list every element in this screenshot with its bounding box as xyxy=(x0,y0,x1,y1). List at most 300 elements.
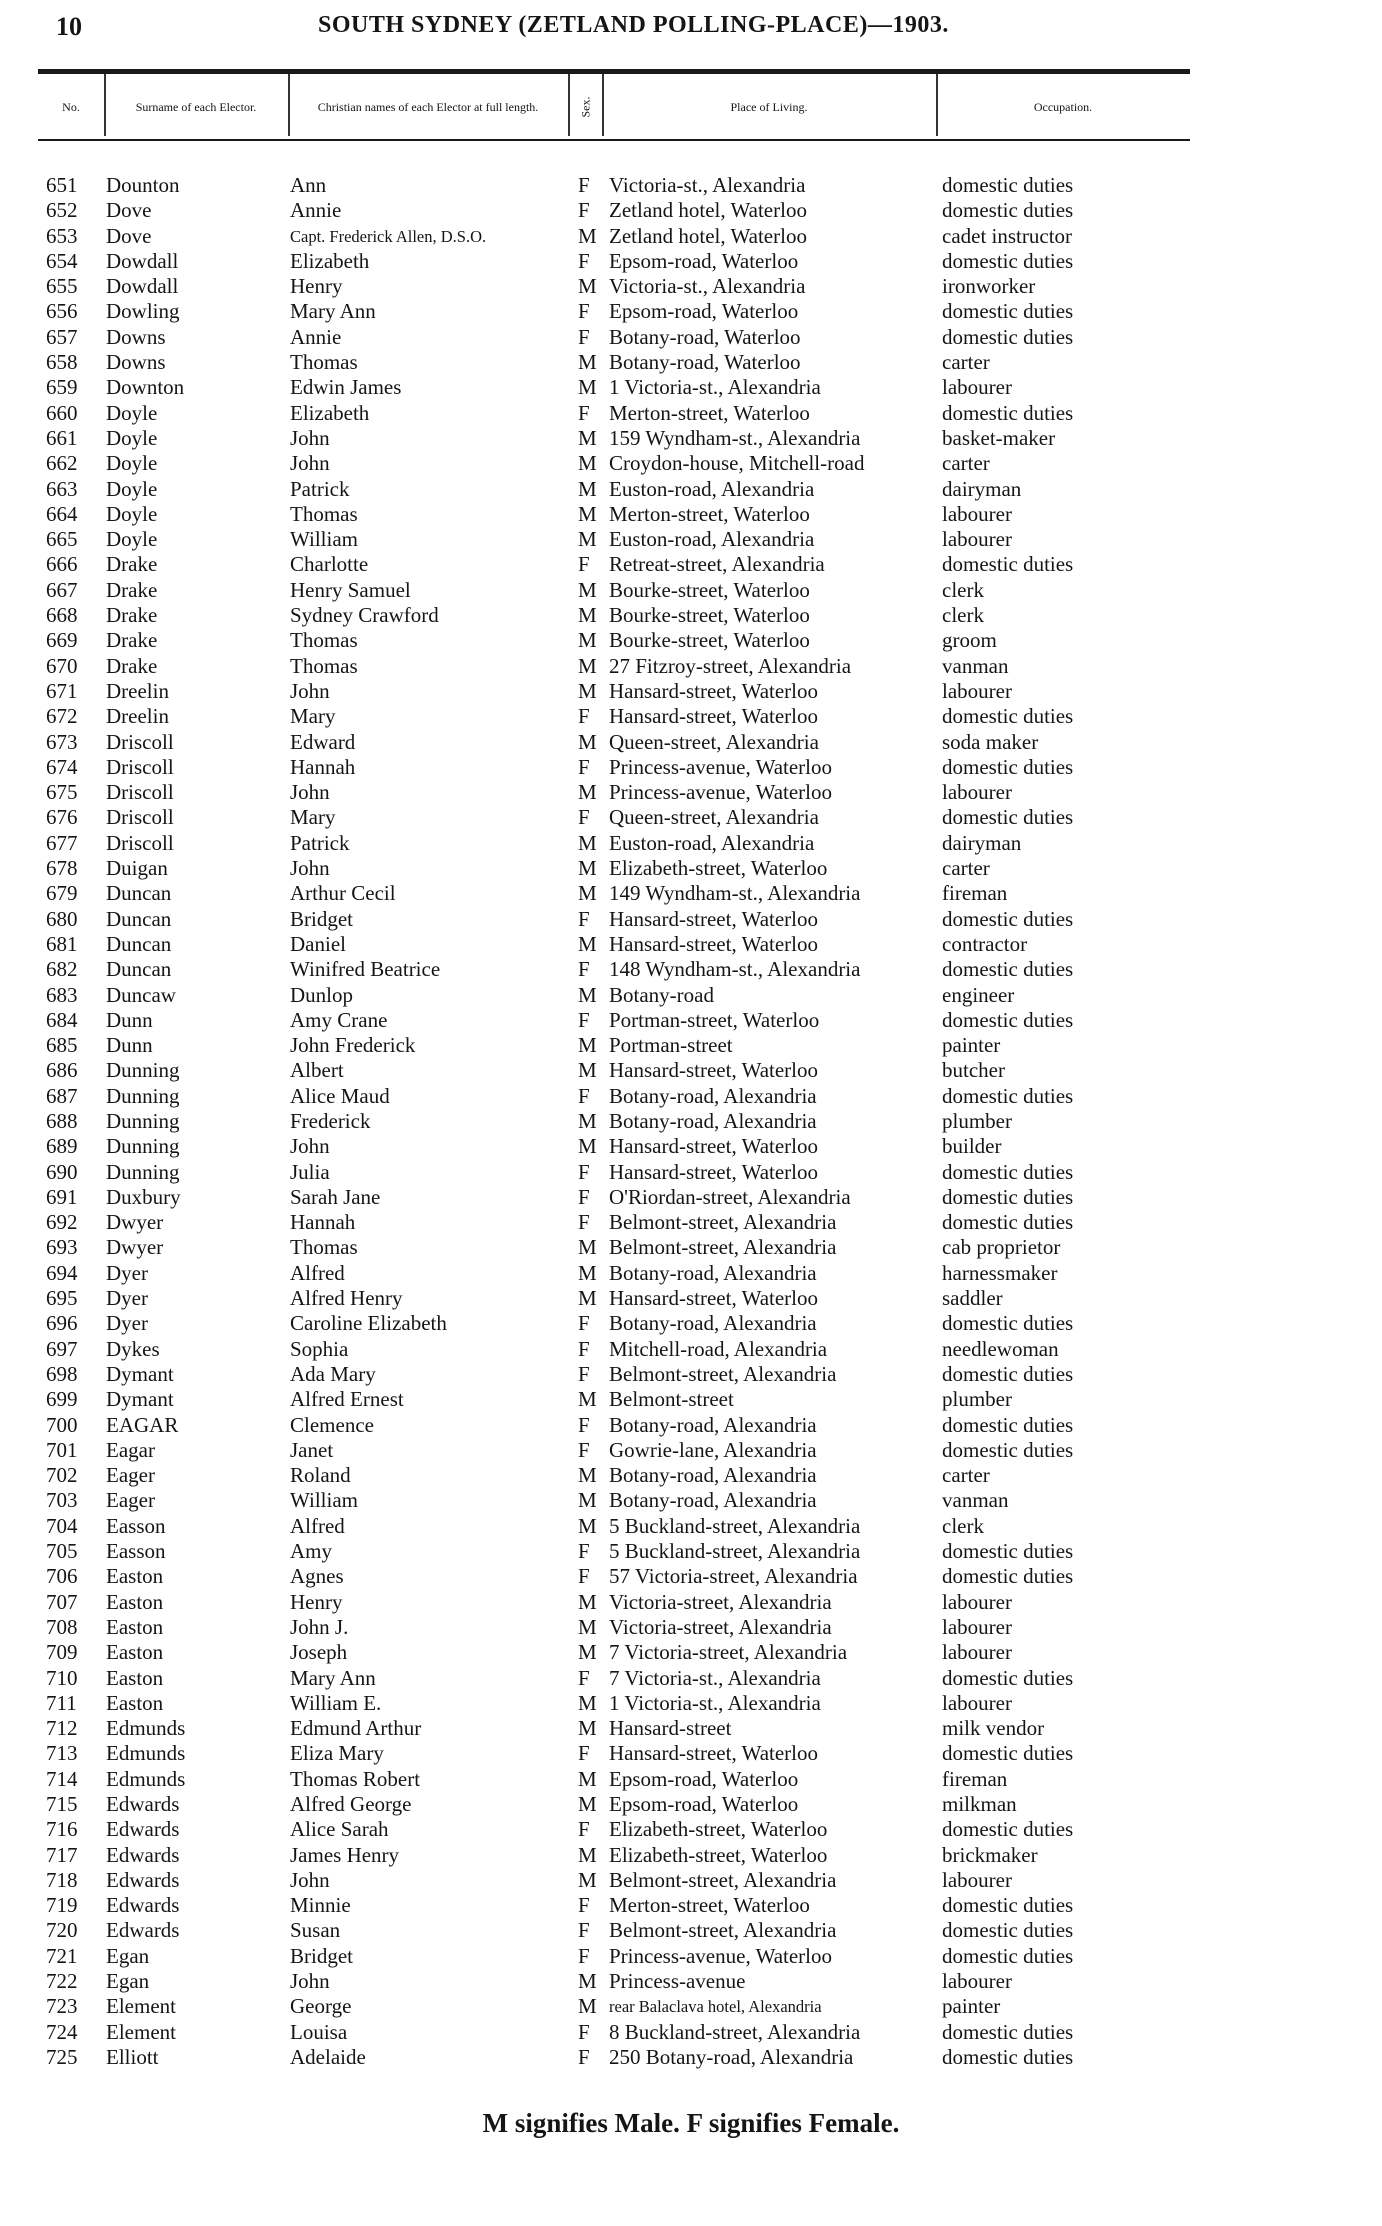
table-row xyxy=(0,1666,1382,1691)
elector-sex: M xyxy=(578,856,597,881)
elector-surname: Dreelin xyxy=(106,678,169,703)
table-row xyxy=(0,730,1382,755)
elector-surname: Egan xyxy=(106,1943,150,1968)
elector-place-of-living: O'Riordan-street, Alexandria xyxy=(609,1184,851,1209)
elector-number: 716 xyxy=(46,1817,78,1842)
table-row xyxy=(0,1488,1382,1513)
elector-place-of-living: Epsom-road, Waterloo xyxy=(609,1766,799,1791)
elector-surname: Driscoll xyxy=(106,754,174,779)
elector-number: 677 xyxy=(46,830,78,855)
elector-surname: Drake xyxy=(106,628,158,653)
elector-occupation: soda maker xyxy=(942,729,1039,754)
elector-christian-names: George xyxy=(290,1994,352,2019)
table-row xyxy=(0,325,1382,350)
elector-surname: Dyer xyxy=(106,1260,148,1285)
elector-place-of-living: Gowrie-lane, Alexandria xyxy=(609,1437,817,1462)
elector-christian-names: Louisa xyxy=(290,2019,348,2044)
elector-surname: Dove xyxy=(106,223,152,248)
elector-christian-names: Amy xyxy=(290,1539,332,1564)
elector-surname: Easton xyxy=(106,1589,164,1614)
elector-christian-names: Elizabeth xyxy=(290,400,370,425)
elector-number: 719 xyxy=(46,1893,78,1918)
elector-number: 712 xyxy=(46,1716,78,1741)
elector-christian-names: Elizabeth xyxy=(290,248,370,273)
elector-christian-names: Minnie xyxy=(290,1893,351,1918)
table-row xyxy=(0,856,1382,881)
elector-occupation: vanman xyxy=(942,1488,1009,1513)
elector-surname: Doyle xyxy=(106,451,158,476)
elector-surname: Dunning xyxy=(106,1108,180,1133)
elector-christian-names: John xyxy=(290,678,330,703)
table-row xyxy=(0,1514,1382,1539)
elector-christian-names: Sarah Jane xyxy=(290,1184,381,1209)
elector-number: 698 xyxy=(46,1361,78,1386)
elector-surname: Dwyer xyxy=(106,1235,164,1260)
elector-christian-names: Arthur Cecil xyxy=(290,881,396,906)
elector-christian-names: Charlotte xyxy=(290,552,369,577)
elector-surname: Duigan xyxy=(106,856,168,881)
elector-occupation: domestic duties xyxy=(942,552,1074,577)
elector-occupation: ironworker xyxy=(942,274,1036,299)
elector-christian-names: Edwin James xyxy=(290,375,402,400)
page-number: 10 xyxy=(56,12,82,41)
elector-place-of-living: rear Balaclava hotel, Alexandria xyxy=(609,1997,822,2017)
elector-number: 676 xyxy=(46,805,78,830)
elector-occupation: plumber xyxy=(942,1387,1012,1412)
elector-surname: Element xyxy=(106,2019,176,2044)
elector-christian-names: John J. xyxy=(290,1614,349,1639)
elector-place-of-living: Princess-avenue xyxy=(609,1969,746,1994)
elector-sex: M xyxy=(578,223,597,248)
elector-occupation: milk vendor xyxy=(942,1716,1045,1741)
elector-sex: M xyxy=(578,603,597,628)
elector-sex: M xyxy=(578,1716,597,1741)
elector-surname: Drake xyxy=(106,603,158,628)
elector-place-of-living: 250 Botany-road, Alexandria xyxy=(609,2044,854,2069)
elector-place-of-living: Victoria-street, Alexandria xyxy=(609,1589,832,1614)
column-header-no: No. xyxy=(62,99,80,114)
elector-sex: F xyxy=(578,299,590,324)
elector-occupation: carter xyxy=(942,350,990,375)
elector-sex: M xyxy=(578,628,597,653)
elector-surname: Edmunds xyxy=(106,1741,186,1766)
elector-occupation: domestic duties xyxy=(942,2044,1074,2069)
elector-number: 717 xyxy=(46,1842,78,1867)
elector-occupation: painter xyxy=(942,1033,1001,1058)
elector-surname: Downton xyxy=(106,375,185,400)
elector-number: 703 xyxy=(46,1488,78,1513)
elector-sex: F xyxy=(578,1437,590,1462)
elector-sex: F xyxy=(578,1007,590,1032)
table-row xyxy=(0,1767,1382,1792)
elector-christian-names: Capt. Frederick Allen, D.S.O. xyxy=(290,226,487,246)
elector-place-of-living: Zetland hotel, Waterloo xyxy=(609,223,807,248)
elector-christian-names: Hannah xyxy=(290,754,356,779)
elector-place-of-living: Bourke-street, Waterloo xyxy=(609,628,810,653)
table-row xyxy=(0,1817,1382,1842)
elector-place-of-living: 7 Victoria-street, Alexandria xyxy=(609,1640,848,1665)
elector-surname: Duncan xyxy=(106,906,172,931)
elector-occupation: fireman xyxy=(942,1766,1008,1791)
elector-number: 715 xyxy=(46,1792,78,1816)
elector-sex: F xyxy=(578,1361,590,1386)
elector-occupation: domestic duties xyxy=(942,1083,1074,1108)
elector-christian-names: Henry Samuel xyxy=(290,577,411,602)
elector-place-of-living: Belmont-street, Alexandria xyxy=(609,1361,837,1386)
elector-place-of-living: Euston-road, Alexandria xyxy=(609,830,815,855)
elector-number: 721 xyxy=(46,1943,78,1968)
elector-surname: Dykes xyxy=(106,1336,160,1361)
elector-place-of-living: 27 Fitzroy-street, Alexandria xyxy=(609,653,852,678)
elector-sex: M xyxy=(578,1513,597,1538)
elector-sex: M xyxy=(578,1058,597,1083)
elector-surname: Egan xyxy=(106,1969,150,1994)
elector-occupation: needlewoman xyxy=(942,1336,1059,1361)
elector-list xyxy=(0,173,1382,2070)
table-row xyxy=(0,578,1382,603)
elector-place-of-living: Princess-avenue, Waterloo xyxy=(609,754,833,779)
elector-occupation: domestic duties xyxy=(942,1311,1074,1336)
elector-place-of-living: 149 Wyndham-st., Alexandria xyxy=(609,881,861,906)
elector-christian-names: Eliza Mary xyxy=(290,1741,384,1766)
elector-number: 708 xyxy=(46,1614,78,1639)
table-row xyxy=(0,173,1382,198)
table-row xyxy=(0,1311,1382,1336)
column-header-sex xyxy=(570,74,600,139)
elector-christian-names: Amy Crane xyxy=(290,1007,388,1032)
elector-occupation: carter xyxy=(942,856,990,881)
table-row xyxy=(0,1716,1382,1741)
elector-occupation: labourer xyxy=(942,501,1012,526)
elector-number: 672 xyxy=(46,704,78,729)
elector-occupation: domestic duties xyxy=(942,1007,1074,1032)
elector-occupation: milkman xyxy=(942,1792,1017,1816)
elector-surname: Dwyer xyxy=(106,1210,164,1235)
table-row xyxy=(0,1286,1382,1311)
elector-christian-names: Janet xyxy=(290,1437,334,1462)
elector-place-of-living: Elizabeth-street, Waterloo xyxy=(609,856,828,881)
table-row xyxy=(0,1564,1382,1589)
elector-occupation: groom xyxy=(942,628,997,653)
elector-number: 660 xyxy=(46,400,78,425)
table-row xyxy=(0,1109,1382,1134)
elector-surname: Dunn xyxy=(106,1007,153,1032)
elector-number: 706 xyxy=(46,1564,78,1589)
elector-surname: Dyer xyxy=(106,1286,148,1311)
elector-number: 682 xyxy=(46,957,78,982)
elector-christian-names: John xyxy=(290,1867,330,1892)
elector-place-of-living: Victoria-st., Alexandria xyxy=(609,173,806,197)
elector-number: 681 xyxy=(46,931,78,956)
elector-sex: F xyxy=(578,1918,590,1943)
elector-christian-names: John xyxy=(290,780,330,805)
elector-number: 704 xyxy=(46,1513,78,1538)
elector-occupation: labourer xyxy=(942,527,1012,552)
elector-number: 705 xyxy=(46,1539,78,1564)
table-row xyxy=(0,527,1382,552)
elector-occupation: domestic duties xyxy=(942,248,1074,273)
elector-christian-names: Mary Ann xyxy=(290,1665,376,1690)
table-row xyxy=(0,603,1382,628)
elector-christian-names: Mary xyxy=(290,805,336,830)
elector-surname: Easton xyxy=(106,1690,164,1715)
elector-place-of-living: Botany-road, Alexandria xyxy=(609,1311,817,1336)
elector-surname: Drake xyxy=(106,653,158,678)
elector-number: 665 xyxy=(46,527,78,552)
elector-sex: M xyxy=(578,1033,597,1058)
elector-number: 699 xyxy=(46,1387,78,1412)
elector-occupation: painter xyxy=(942,1994,1001,2019)
table-row xyxy=(0,224,1382,249)
elector-christian-names: John xyxy=(290,1969,330,1994)
elector-number: 696 xyxy=(46,1311,78,1336)
table-row xyxy=(0,654,1382,679)
elector-surname: Edmunds xyxy=(106,1716,186,1741)
elector-sex: M xyxy=(578,375,597,400)
elector-place-of-living: Botany-road, Waterloo xyxy=(609,324,801,349)
elector-christian-names: Thomas xyxy=(290,350,358,375)
elector-occupation: domestic duties xyxy=(942,957,1074,982)
elector-surname: Dowling xyxy=(106,299,180,324)
elector-surname: Eagar xyxy=(106,1437,155,1462)
elector-surname: Edwards xyxy=(106,1867,180,1892)
elector-surname: Driscoll xyxy=(106,830,174,855)
elector-surname: Edwards xyxy=(106,1792,180,1816)
elector-christian-names: Roland xyxy=(290,1463,351,1488)
elector-place-of-living: Princess-avenue, Waterloo xyxy=(609,780,833,805)
elector-surname: Edwards xyxy=(106,1918,180,1943)
elector-surname: Dyer xyxy=(106,1311,148,1336)
elector-occupation: domestic duties xyxy=(942,704,1074,729)
elector-number: 720 xyxy=(46,1918,78,1943)
elector-christian-names: Winifred Beatrice xyxy=(290,957,441,982)
elector-sex: M xyxy=(578,1463,597,1488)
elector-surname: Easton xyxy=(106,1665,164,1690)
elector-surname: Drake xyxy=(106,552,158,577)
table-row xyxy=(0,375,1382,400)
elector-christian-names: Bridget xyxy=(290,1943,353,1968)
elector-occupation: dairyman xyxy=(942,476,1022,501)
table-row xyxy=(0,401,1382,426)
elector-sex: M xyxy=(578,1589,597,1614)
elector-sex: M xyxy=(578,1690,597,1715)
elector-christian-names: Clemence xyxy=(290,1412,374,1437)
elector-christian-names: John xyxy=(290,856,330,881)
elector-place-of-living: Hansard-street, Waterloo xyxy=(609,906,819,931)
sex-legend: M signifies Male. F signifies Female. xyxy=(482,2108,900,2138)
elector-sex: F xyxy=(578,198,590,223)
elector-number: 666 xyxy=(46,552,78,577)
elector-sex: F xyxy=(578,704,590,729)
elector-occupation: labourer xyxy=(942,1640,1012,1665)
elector-place-of-living: Epsom-road, Waterloo xyxy=(609,299,799,324)
elector-surname: Duncaw xyxy=(106,982,176,1007)
elector-christian-names: John xyxy=(290,1134,330,1159)
elector-surname: Duncan xyxy=(106,957,172,982)
elector-number: 670 xyxy=(46,653,78,678)
elector-surname: Dunning xyxy=(106,1159,180,1184)
elector-occupation: domestic duties xyxy=(942,754,1074,779)
elector-sex: F xyxy=(578,1741,590,1766)
elector-number: 683 xyxy=(46,982,78,1007)
table-row xyxy=(0,2020,1382,2045)
elector-place-of-living: Princess-avenue, Waterloo xyxy=(609,1943,833,1968)
elector-number: 725 xyxy=(46,2044,78,2069)
elector-number: 669 xyxy=(46,628,78,653)
elector-sex: F xyxy=(578,1311,590,1336)
elector-place-of-living: Botany-road, Alexandria xyxy=(609,1108,817,1133)
column-header-place-of-living: Place of Living. xyxy=(730,99,808,114)
table-row xyxy=(0,1539,1382,1564)
elector-occupation: butcher xyxy=(942,1058,1005,1083)
elector-number: 724 xyxy=(46,2019,78,2044)
elector-sex: M xyxy=(578,1994,597,2019)
elector-occupation: harnessmaker xyxy=(942,1260,1058,1285)
elector-surname: Doyle xyxy=(106,501,158,526)
elector-sex: M xyxy=(578,577,597,602)
elector-place-of-living: 5 Buckland-street, Alexandria xyxy=(609,1539,861,1564)
elector-christian-names: Patrick xyxy=(290,476,350,501)
elector-occupation: labourer xyxy=(942,780,1012,805)
elector-occupation: domestic duties xyxy=(942,400,1074,425)
elector-place-of-living: Hansard-street, Waterloo xyxy=(609,1159,819,1184)
elector-occupation: contractor xyxy=(942,931,1028,956)
elector-occupation: basket-maker xyxy=(942,425,1056,450)
elector-occupation: labourer xyxy=(942,1589,1012,1614)
elector-christian-names: Alfred xyxy=(290,1260,345,1285)
elector-surname: Element xyxy=(106,1994,176,2019)
elector-place-of-living: Hansard-street xyxy=(609,1716,732,1741)
table-row xyxy=(0,1868,1382,1893)
elector-sex: F xyxy=(578,400,590,425)
elector-surname: Doyle xyxy=(106,476,158,501)
elector-occupation: domestic duties xyxy=(942,1893,1074,1918)
elector-christian-names: William xyxy=(290,1488,358,1513)
elector-sex: M xyxy=(578,1969,597,1994)
table-row xyxy=(0,907,1382,932)
elector-christian-names: John xyxy=(290,425,330,450)
elector-christian-names: Thomas xyxy=(290,1235,358,1260)
table-row xyxy=(0,1337,1382,1362)
elector-place-of-living: Croydon-house, Mitchell-road xyxy=(609,451,865,476)
elector-surname: Driscoll xyxy=(106,729,174,754)
table-row xyxy=(0,831,1382,856)
elector-place-of-living: 7 Victoria-st., Alexandria xyxy=(609,1665,821,1690)
elector-sex: F xyxy=(578,1184,590,1209)
elector-place-of-living: Bourke-street, Waterloo xyxy=(609,577,810,602)
elector-sex: F xyxy=(578,1210,590,1235)
table-row xyxy=(0,1843,1382,1868)
elector-surname: Duxbury xyxy=(106,1184,181,1209)
elector-sex: F xyxy=(578,1336,590,1361)
elector-christian-names: Albert xyxy=(290,1058,344,1083)
elector-number: 701 xyxy=(46,1437,78,1462)
elector-christian-names: Patrick xyxy=(290,830,350,855)
elector-occupation: domestic duties xyxy=(942,299,1074,324)
elector-christian-names: Henry xyxy=(290,1589,343,1614)
elector-place-of-living: Botany-road, Alexandria xyxy=(609,1488,817,1513)
table-row xyxy=(0,881,1382,906)
elector-occupation: domestic duties xyxy=(942,805,1074,830)
elector-christian-names: Alfred xyxy=(290,1513,345,1538)
table-row xyxy=(0,1185,1382,1210)
elector-occupation: cadet instructor xyxy=(942,223,1073,248)
elector-number: 653 xyxy=(46,223,78,248)
elector-number: 661 xyxy=(46,425,78,450)
elector-place-of-living: Euston-road, Alexandria xyxy=(609,527,815,552)
elector-number: 667 xyxy=(46,577,78,602)
table-row xyxy=(0,1792,1382,1817)
elector-sex: M xyxy=(578,1640,597,1665)
elector-place-of-living: Belmont-street, Alexandria xyxy=(609,1235,837,1260)
elector-surname: Dunn xyxy=(106,1033,153,1058)
elector-place-of-living: Mitchell-road, Alexandria xyxy=(609,1336,828,1361)
elector-sex: F xyxy=(578,1817,590,1842)
elector-surname: Edwards xyxy=(106,1817,180,1842)
elector-christian-names: John Frederick xyxy=(290,1033,416,1058)
table-row xyxy=(0,350,1382,375)
elector-christian-names: Alice Sarah xyxy=(290,1817,389,1842)
elector-surname: Edwards xyxy=(106,1893,180,1918)
elector-place-of-living: Belmont-street xyxy=(609,1387,734,1412)
elector-occupation: domestic duties xyxy=(942,1412,1074,1437)
elector-surname: Dowdall xyxy=(106,248,179,273)
table-row xyxy=(0,198,1382,223)
elector-number: 673 xyxy=(46,729,78,754)
elector-number: 690 xyxy=(46,1159,78,1184)
elector-occupation: labourer xyxy=(942,1969,1012,1994)
elector-christian-names: Dunlop xyxy=(290,982,353,1007)
elector-occupation: brickmaker xyxy=(942,1842,1038,1867)
elector-surname: Downs xyxy=(106,350,166,375)
elector-surname: Doyle xyxy=(106,425,158,450)
elector-surname: Eager xyxy=(106,1463,155,1488)
elector-sex: M xyxy=(578,1134,597,1159)
elector-christian-names: Agnes xyxy=(290,1564,344,1589)
elector-occupation: clerk xyxy=(942,1513,984,1538)
table-row xyxy=(0,628,1382,653)
column-header-sex-label: Sex. xyxy=(578,96,592,117)
elector-place-of-living: 8 Buckland-street, Alexandria xyxy=(609,2019,861,2044)
elector-number: 718 xyxy=(46,1867,78,1892)
elector-occupation: labourer xyxy=(942,1867,1012,1892)
elector-sex: M xyxy=(578,1286,597,1311)
elector-sex: M xyxy=(578,350,597,375)
elector-number: 659 xyxy=(46,375,78,400)
table-row xyxy=(0,1413,1382,1438)
elector-sex: M xyxy=(578,780,597,805)
elector-christian-names: Adelaide xyxy=(290,2044,366,2069)
elector-place-of-living: Victoria-street, Alexandria xyxy=(609,1614,832,1639)
elector-christian-names: Mary Ann xyxy=(290,299,376,324)
elector-sex: F xyxy=(578,1539,590,1564)
elector-place-of-living: Hansard-street, Waterloo xyxy=(609,931,819,956)
elector-place-of-living: Botany-road, Alexandria xyxy=(609,1260,817,1285)
elector-number: 695 xyxy=(46,1286,78,1311)
elector-place-of-living: Belmont-street, Alexandria xyxy=(609,1210,837,1235)
elector-surname: Edmunds xyxy=(106,1766,186,1791)
elector-christian-names: Alice Maud xyxy=(290,1083,390,1108)
elector-surname: Dunning xyxy=(106,1083,180,1108)
elector-sex: F xyxy=(578,906,590,931)
table-row xyxy=(0,1033,1382,1058)
elector-occupation: saddler xyxy=(942,1286,1003,1311)
elector-surname: Doyle xyxy=(106,400,158,425)
elector-christian-names: Annie xyxy=(290,324,342,349)
elector-surname: Dymant xyxy=(106,1387,174,1412)
elector-surname: Eager xyxy=(106,1488,155,1513)
elector-place-of-living: Hansard-street, Waterloo xyxy=(609,1134,819,1159)
